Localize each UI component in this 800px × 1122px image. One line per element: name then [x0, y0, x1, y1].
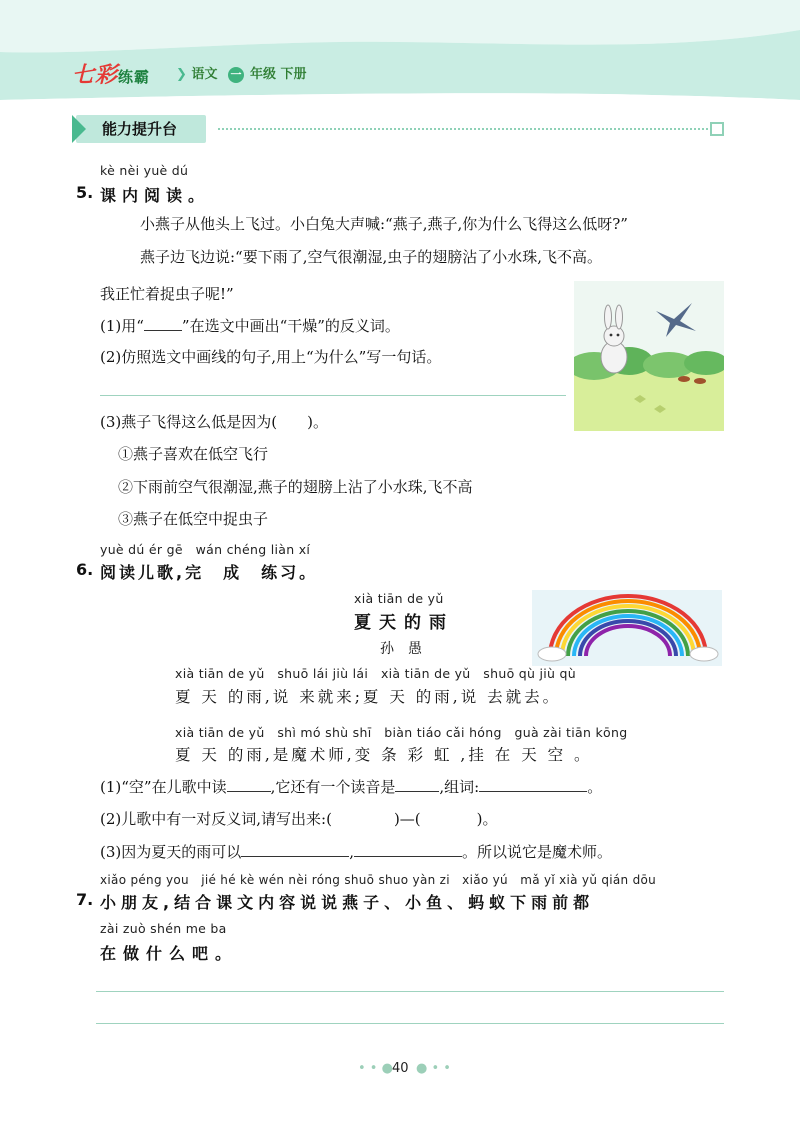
chevron-right-icon: ❯	[176, 67, 187, 82]
section-arrow-icon	[72, 115, 86, 143]
q5-passage-line-3: 我正忙着捉虫子呢!”	[100, 285, 234, 303]
logo-text-lianba: 练霸	[118, 68, 151, 86]
q6-sub3	[100, 841, 612, 862]
q6-sub1-blank-2[interactable]	[395, 791, 439, 792]
section-dotted-divider	[218, 128, 708, 130]
q5-option-1[interactable]: ①燕子喜欢在低空飞行	[118, 445, 269, 463]
q5-sub1-text-b: ”在选文中画出“干燥”的反义词。	[181, 317, 400, 335]
q5-sub1-text-a: (1)用“	[100, 317, 144, 335]
q5-sub3: (3)燕子飞得这么低是因为( )。	[100, 413, 328, 431]
q6-sub1-text-c: ,组词:	[439, 778, 480, 796]
q7-title-line-1: 小朋友,结合课文内容说说燕子、小鱼、蚂蚁下雨前都	[100, 893, 595, 912]
q7-pinyin-2: zài zuò shén me ba	[100, 921, 227, 936]
divider-square-icon	[710, 122, 724, 136]
q6-sub1-text-d: 。	[587, 778, 603, 796]
page-number: 40	[392, 1061, 409, 1076]
rainbow-illustration	[532, 590, 722, 666]
q5-title: 课内阅读。	[100, 186, 211, 205]
q5-option-3[interactable]: ③燕子在低空中捉虫子	[118, 510, 269, 528]
q5-sub2-answer-line[interactable]	[100, 395, 566, 396]
q6-sub3-text-c: 。所以说它是魔术师。	[462, 843, 613, 861]
footer-dots-right: ● • •	[416, 1061, 451, 1076]
q5-sub2: (2)仿照选文中画线的句子,用上“为什么”写一句话。	[100, 348, 442, 366]
q6-sub1	[100, 776, 602, 797]
poem-title-pinyin: xià tiān de yǔ	[354, 591, 444, 606]
q5-passage-line-1: 小燕子从他头上飞过。小白兔大声喊:“燕子,燕子,你为什么飞得这么低呀?”	[140, 215, 628, 233]
poem-author: 孙 愚	[380, 641, 422, 657]
poem-line-2-pinyin: xià tiān de yǔ shì mó shù shī biàn tiáo cǎi hóng guà zài tiān kōng	[175, 725, 628, 740]
poem-line-1: 夏 天 的雨,说 来就来;夏 天 的雨,说 去就去。	[175, 688, 562, 706]
bunny-swallow-illustration	[574, 281, 724, 431]
q5-pinyin: kè nèi yuè dú	[100, 163, 189, 178]
poem-title: 夏天的雨	[354, 613, 454, 633]
brand-logo	[72, 58, 150, 89]
grade-badge: 一	[228, 67, 244, 83]
q6-sub3-blank-2[interactable]	[354, 856, 462, 857]
q6-sub3-text-b: ,	[349, 843, 355, 861]
footer-dots-left: • • ●	[358, 1061, 393, 1076]
q7-number: 7.	[76, 890, 94, 909]
q6-title: 阅读儿歌,完 成 练习。	[100, 563, 319, 582]
q6-sub2-text-a: (2)儿歌中有一对反义词,请写出来:(	[100, 810, 332, 828]
q5-sub1	[100, 315, 400, 336]
poem-line-2: 夏 天 的雨,是魔术师,变 条 彩 虹 ,挂 在 天 空 。	[175, 746, 593, 764]
q6-sub1-blank-3[interactable]	[479, 791, 587, 792]
q5-passage-line-2: 燕子边飞边说:“要下雨了,空气很潮湿,虫子的翅膀沾了小水珠,飞不高。	[140, 248, 603, 266]
q7-answer-line-2[interactable]	[96, 1023, 724, 1024]
section-header	[76, 115, 206, 143]
q6-sub1-text-b: ,它还有一个读音是	[270, 778, 396, 796]
breadcrumb	[176, 63, 307, 83]
q6-number: 6.	[76, 560, 94, 579]
q7-answer-line-1[interactable]	[96, 991, 724, 992]
q6-sub3-text-a: (3)因为夏天的雨可以	[100, 843, 242, 861]
q6-sub2	[100, 808, 498, 829]
q5-number: 5.	[76, 183, 94, 202]
q6-sub3-blank-1[interactable]	[241, 856, 349, 857]
breadcrumb-subject: 语文	[191, 67, 218, 82]
q6-sub1-text-a: (1)“空”在儿歌中读	[100, 778, 227, 796]
q5-sub1-blank[interactable]	[144, 330, 182, 331]
q6-sub1-blank-1[interactable]	[227, 791, 271, 792]
breadcrumb-grade: 年级 下册	[249, 67, 307, 82]
q7-pinyin-1: xiǎo péng you jié hé kè wén nèi róng shuō shuo yàn zi xiǎo yú mǎ yǐ xià yǔ qián dōu	[100, 873, 657, 887]
section-title: 能力提升台	[102, 120, 178, 138]
q6-sub2-text-c: )。	[476, 810, 498, 828]
logo-text-colorful: 七彩	[72, 63, 119, 88]
q6-sub2-text-b: )—(	[393, 810, 421, 828]
q7-title-line-2: 在做什么吧。	[100, 944, 239, 963]
q5-option-2[interactable]: ②下雨前空气很潮湿,燕子的翅膀上沾了小水珠,飞不高	[118, 478, 473, 496]
q6-pinyin: yuè dú ér gē wán chéng liàn xí	[100, 542, 311, 557]
poem-line-1-pinyin: xià tiān de yǔ shuō lái jiù lái xià tiān de yǔ shuō qù jiù qù	[175, 666, 577, 681]
